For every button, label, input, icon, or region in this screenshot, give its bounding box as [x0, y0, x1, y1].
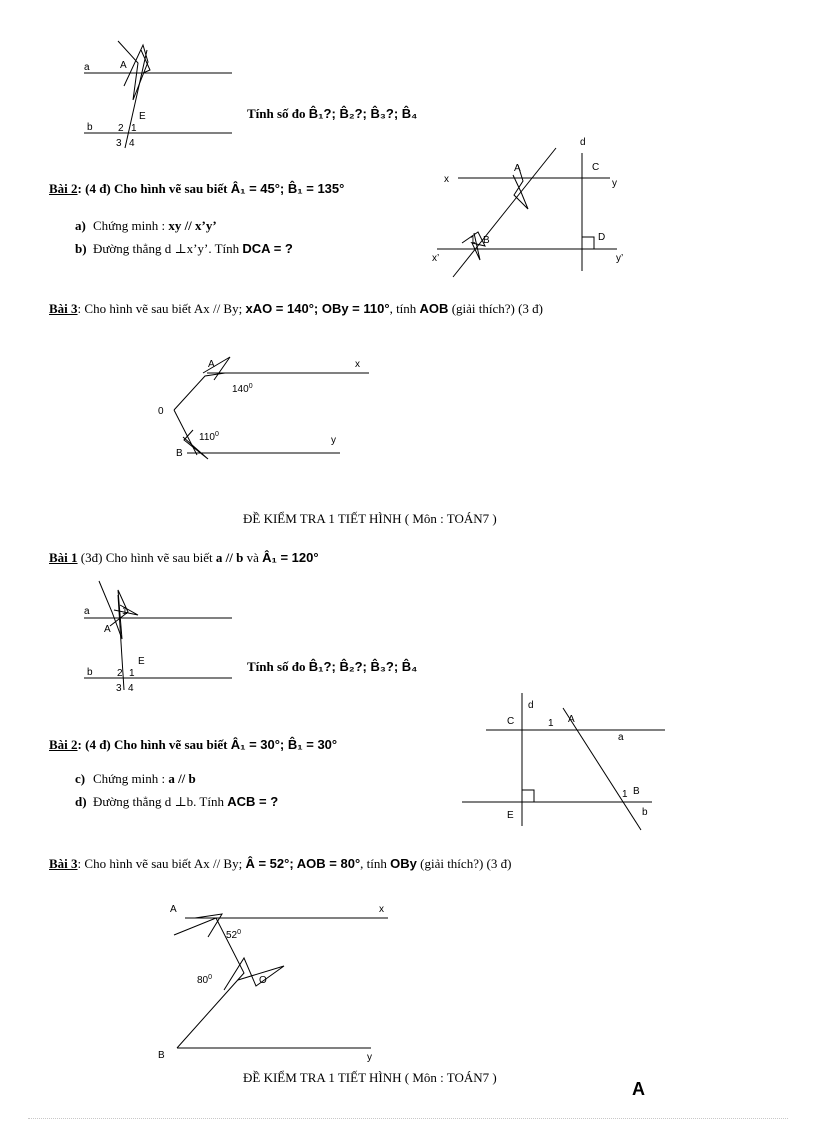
item-text: Đường thẳng d ⊥x’y’. Tính [93, 241, 243, 256]
sec5-item-c [75, 771, 196, 787]
item-text: Chứng minh : [93, 771, 169, 786]
fig2-label-C: C [592, 162, 600, 173]
fig1-label-b: b [87, 122, 93, 133]
sec6-symbols2: OBy [390, 856, 417, 871]
sec1-prompt-text: Tính số đo [247, 106, 306, 121]
sec2-head-text: : (4 đ) Cho hình vẽ sau biết [77, 181, 228, 196]
fig5-label-a: a [618, 732, 624, 743]
fig5-label-A: A [568, 714, 575, 725]
fig3-label-angle-110: $110^0$ [199, 431, 219, 443]
fig5-label-1-top: 1 [548, 718, 554, 729]
item-text: Đường thẳng d ⊥b. Tính [93, 794, 228, 809]
sec6-text1: : Cho hình vẽ sau biết Ax // By; [77, 856, 246, 871]
exam-title-2: ĐỀ KIỂM TRA 1 TIẾT HÌNH ( Môn : TOÁN7 ) [243, 1070, 497, 1085]
sec2-heading [49, 181, 344, 197]
item-symbols: a // b [168, 771, 196, 786]
sec6-heading [49, 856, 511, 872]
fig4-label-1-top: 1 [122, 606, 128, 617]
fig4-label-4: 4 [128, 683, 134, 694]
item-label: d) [75, 794, 87, 809]
fig1-label-a: a [84, 62, 90, 73]
fig3-label-B: B [176, 448, 183, 459]
fig2-label-x: x [444, 174, 449, 185]
sec5-heading [49, 737, 337, 753]
version-letter: A [632, 1079, 645, 1099]
sec6-label: Bài 3 [49, 856, 78, 871]
sec2-item-b [75, 241, 293, 257]
fig2-label-x2: x’ [432, 253, 440, 264]
sec4-text1: (3đ) Cho hình vẽ sau biết [77, 550, 216, 565]
sec6-text2: , tính [360, 856, 391, 871]
sec4-symbols2: Â₁ = 120° [262, 550, 319, 565]
fig3-label-y: y [331, 435, 336, 446]
sec1-prompt-symbols: B̂₁?; B̂₂?; B̂₃?; B̂₄ [308, 106, 418, 121]
figure-1-parallel-lines [84, 41, 232, 148]
fig3-label-x: x [355, 359, 360, 370]
fig1-label-3: 3 [116, 138, 122, 149]
sec3-heading [49, 301, 543, 317]
fig5-label-E: E [507, 810, 514, 821]
sec5-head-text: : (4 đ) Cho hình vẽ sau biết [77, 737, 228, 752]
fig2-label-y2: y’ [616, 253, 624, 264]
fig2-label-B: B [483, 235, 490, 246]
figure-2-transversal [437, 148, 617, 277]
fig1-label-2: 2 [118, 123, 124, 134]
figure-5-perpendicular [462, 693, 665, 830]
page-bottom-rule [28, 1118, 788, 1119]
fig4-label-3: 3 [116, 683, 122, 694]
sec6-text3: (giải thích?) (3 đ) [416, 856, 512, 871]
sec2-head-symbols: Â₁ = 45°; B̂₁ = 135° [230, 181, 345, 196]
fig2-label-A: A [514, 163, 521, 174]
fig1-label-4: 4 [129, 138, 135, 149]
sec3-text1: : Cho hình vẽ sau biết Ax // By; [77, 301, 246, 316]
fig1-label-A: A [120, 60, 127, 71]
sec6-symbols1: Â = 52°; AOB = 80° [245, 856, 361, 871]
sec2-label: Bài 2 [49, 181, 78, 196]
item-symbols: xy // x’y’ [168, 218, 217, 233]
sec3-label: Bài 3 [49, 301, 78, 316]
sec4-prompt-text: Tính số đo [247, 659, 306, 674]
sec3-text2: , tính [389, 301, 420, 316]
fig2-label-d: d [580, 137, 586, 148]
item-symbols: DCA = ? [242, 241, 293, 256]
fig5-label-b: b [642, 807, 648, 818]
fig6-label-B: B [158, 1050, 165, 1061]
fig6-label-y: y [367, 1052, 372, 1063]
fig4-label-A: A [104, 624, 111, 635]
fig3-label-O: 0 [158, 406, 164, 417]
fig6-label-A: A [170, 904, 177, 915]
fig4-label-2: 2 [117, 668, 123, 679]
sec4-prompt [247, 659, 417, 675]
sec4-symbols1: a // b [215, 550, 244, 565]
sec3-text3: (giải thích?) (3 đ) [448, 301, 544, 316]
item-text: Chứng minh : [93, 218, 169, 233]
item-label: a) [75, 218, 86, 233]
sec5-item-d [75, 794, 278, 810]
item-label: c) [75, 771, 86, 786]
fig5-label-C: C [507, 716, 515, 727]
fig5-label-bottom-1: 1 [622, 789, 628, 800]
fig3-label-angle-140: $140^0$ [232, 383, 253, 395]
fig3-label-A: A [208, 359, 215, 370]
fig4-label-a: a [84, 606, 90, 617]
fig4-label-b: b [87, 667, 93, 678]
sec4-prompt-symbols: B̂₁?; B̂₂?; B̂₃?; B̂₄ [308, 659, 418, 674]
fig2-label-y: y [612, 178, 617, 189]
sec2-item-a [75, 218, 217, 234]
fig6-label-angle-80: $80^0$ [197, 974, 213, 986]
item-label: b) [75, 241, 87, 256]
fig4-label-E: E [138, 656, 145, 667]
fig5-label-d: d [528, 700, 534, 711]
sec5-label: Bài 2 [49, 737, 78, 752]
fig6-label-x: x [379, 904, 384, 915]
fig2-label-D: D [598, 232, 606, 243]
fig1-label-1: 1 [131, 123, 137, 134]
fig2-label-1: 1 [470, 235, 476, 246]
sec4-heading [49, 550, 319, 566]
exam-title-1: ĐỀ KIỂM TRA 1 TIẾT HÌNH ( Môn : TOÁN7 ) [243, 511, 497, 526]
fig6-label-angle-52: $52^0$ [226, 929, 242, 941]
sec3-symbols2: AOB [419, 301, 449, 316]
sec1-prompt [247, 106, 417, 122]
fig6-label-O: O [259, 975, 267, 986]
figure-4-parallel-lines [84, 581, 232, 690]
figure-3-ax-by [174, 357, 369, 459]
sec4-label: Bài 1 [49, 550, 78, 565]
item-symbols: ACB = ? [227, 794, 279, 809]
fig4-label-1: 1 [129, 668, 135, 679]
sec5-head-symbols: Â₁ = 30°; B̂₁ = 30° [230, 737, 338, 752]
sec4-text2: và [243, 550, 263, 565]
fig5-label-B: B [633, 786, 640, 797]
fig1-label-E: E [139, 111, 146, 122]
sec3-symbols1: xAO = 140°; OBy = 110° [245, 301, 390, 316]
